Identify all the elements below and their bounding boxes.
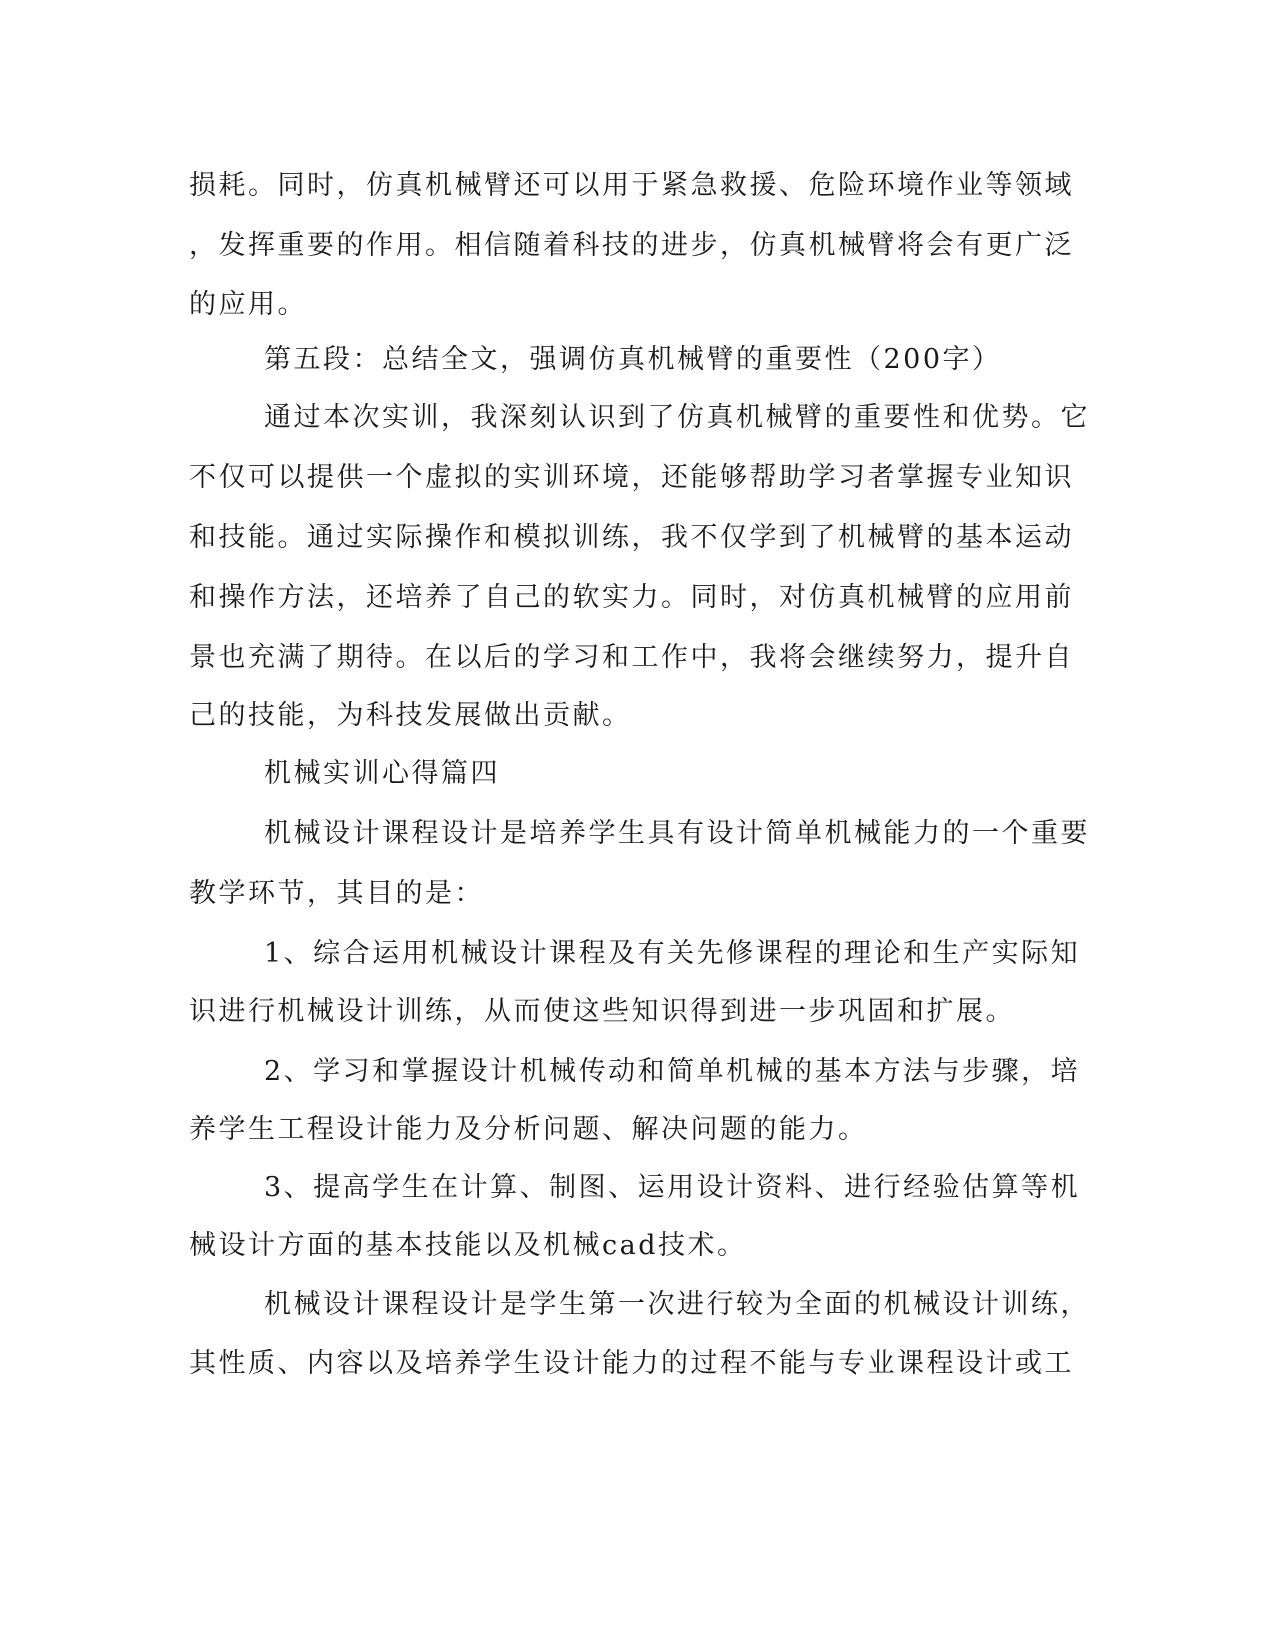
body-text-line: 识进行机械设计训练，从而使这些知识得到进一步巩固和扩展。 (189, 996, 1015, 1027)
body-text-line: 己的技能，为科技发展做出贡献。 (189, 700, 632, 731)
body-text-line: 和技能。通过实际操作和模拟训练，我不仅学到了机械臂的基本运动 (189, 522, 1074, 553)
list-item-3: 3、提高学生在计算、制图、运用设计资料、进行经验估算等机 (264, 1172, 1081, 1203)
body-text-line: 机械设计课程设计是培养学生具有设计简单机械能力的一个重要 (264, 818, 1090, 849)
body-text-line: 械设计方面的基本技能以及机械cad技术。 (189, 1230, 747, 1261)
body-text-line: 景也充满了期待。在以后的学习和工作中，我将会继续努力，提升自 (189, 642, 1074, 673)
body-text-line: 其性质、内容以及培养学生设计能力的过程不能与专业课程设计或工 (189, 1348, 1074, 1379)
section-heading: 第五段：总结全文，强调仿真机械臂的重要性（200字） (264, 344, 1002, 375)
body-text-line: 机械设计课程设计是学生第一次进行较为全面的机械设计训练， (264, 1289, 1090, 1320)
body-text-line: 养学生工程设计能力及分析问题、解决问题的能力。 (189, 1114, 868, 1145)
body-text-line: 不仅可以提供一个虚拟的实训环境，还能够帮助学习者掌握专业知识 (189, 462, 1074, 493)
article-title: 机械实训心得篇四 (264, 758, 500, 789)
body-text-line: 损耗。同时，仿真机械臂还可以用于紧急救援、危险环境作业等领域 (189, 170, 1074, 201)
body-text-line: ，发挥重要的作用。相信随着科技的进步，仿真机械臂将会有更广泛 (189, 230, 1074, 261)
body-text-line: 通过本次实训，我深刻认识到了仿真机械臂的重要性和优势。它 (264, 402, 1090, 433)
body-text-line: 和操作方法，还培养了自己的软实力。同时，对仿真机械臂的应用前 (189, 582, 1074, 613)
list-item-1: 1、综合运用机械设计课程及有关先修课程的理论和生产实际知 (264, 938, 1081, 969)
list-item-2: 2、学习和掌握设计机械传动和简单机械的基本方法与步骤，培 (264, 1056, 1081, 1087)
body-text-line: 的应用。 (189, 289, 307, 320)
body-text-line: 教学环节，其目的是： (189, 878, 484, 909)
